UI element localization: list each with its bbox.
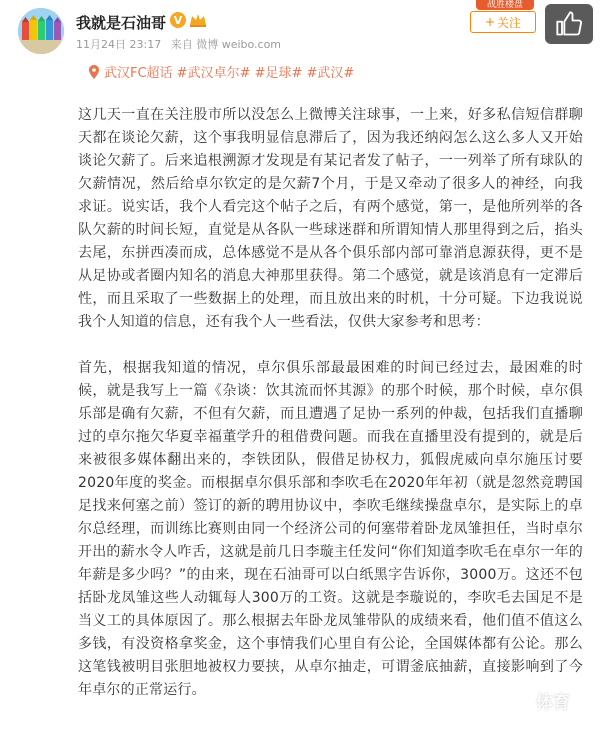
paragraph-1: 这几天一直在关注股市所以没怎么上微博关注球事，一上来，好多私信短信群聊天都在谈论欠薪，这个事我明显信息滞后了，因为我还纳闷怎么这么多人又开始谈论欠薪了。后来追根溯源才发现是有某记者发了帖子，一一列举了所有球队的欠薪情况，然后给卓尔钦定的是欠薪7个月，于是又牵动了很多人的神经，向我求证。说实话，我个人看完这个帖子之后，有两个感觉，第一，是他所列举的各队欠薪的时间长短，直觉是从各队一些球迷群和所谓知情人那里得到之后，掐头去尾，东拼西凑而成，总体感觉不是从各个俱乐部内部可靠消息源获得，更不是从足协或者圈内知名的消息大神那里获得。第二个感觉，就是该消息有一定滞后性，而且采取了一些数据上的处理，而且放出来的时机，十分可疑。下边我说说我个人知道的信息，还有我个人一些看法，仅供大家参考和思考：	[78, 107, 583, 330]
location-pin-icon	[88, 65, 100, 79]
post-content	[78, 104, 583, 725]
post-header	[0, 0, 603, 100]
author-name[interactable]: 我就是石油哥	[76, 14, 167, 32]
avatar-image-icon	[18, 8, 64, 54]
post-meta	[76, 36, 287, 52]
author-badges	[170, 12, 207, 28]
post-source: 来自 微博 weibo.com	[170, 38, 282, 51]
like-button[interactable]	[545, 4, 593, 44]
watermark	[498, 688, 570, 713]
paragraph-2: 首先，根据我知道的情况，卓尔俱乐部最最困难的时间已经过去，最困难的时候，就是我写上一篇《杂谈：饮其流而怀其源》的那个时候，那个时候，卓尔俱乐部是确有欠薪，不但有欠薪，而且遭遇了足协一系列的仲裁，包括我们直播聊过的卓尔拖欠华夏幸福董学升的租借费问题。而我在直播里没有提到的，就是后来被很多媒体翻出来的，李铁团队，假借足协权力，狐假虎威向卓尔施压讨要2020年度的奖金。而根据卓尔俱乐部和李吹毛在2020年年初（就是忽然竞聘国足找来何塞之前）签订的新的聘用协议中，李吹毛继续操盘卓尔，是实际上的卓尔总经理，而训练比赛则由同一个经济公司的何塞带着卧龙凤雏担任，当时卓尔开出的薪水令人咋舌，这就是前几日李璇主任发问“你们知道李吹毛在卓尔一年的年薪是多少吗？”的由来，现在石油哥可以白纸黑字告诉你，3000万。这还不包括卧龙凤雏这些人动辄每人300万的工资。这就是李璇说的，李吹毛去国足不是当义工的具体原因了。那么根据去年卧龙凤雏带队的成绩来看，他们值不值这么多钱，有没资格拿奖金，这个事情我们心里自有公论，全国媒体都有公论。那么这笔钱被明目张胆地被权力要挟，从卓尔抽走，可谓釜底抽薪，直接影响到了今年卓尔的正常运行。	[78, 360, 583, 698]
hashtags[interactable]: 武汉FC超话 #武汉卓尔# #足球# #武汉#	[104, 66, 355, 81]
watermark-text: 体育	[536, 693, 570, 713]
avatar[interactable]	[18, 8, 64, 54]
hashtag-line	[88, 62, 354, 81]
promo-tag: 战胜楼盘	[476, 0, 534, 10]
post-time[interactable]: 11月24日 23:17	[76, 38, 162, 51]
pp-logo-icon	[498, 689, 532, 713]
follow-button[interactable]	[470, 11, 536, 33]
plus-icon: +	[484, 15, 496, 29]
thumbs-up-icon	[555, 10, 583, 38]
v-badge-icon: V	[170, 12, 186, 28]
crown-badge-icon	[189, 12, 207, 28]
follow-label: 关注	[497, 15, 522, 30]
